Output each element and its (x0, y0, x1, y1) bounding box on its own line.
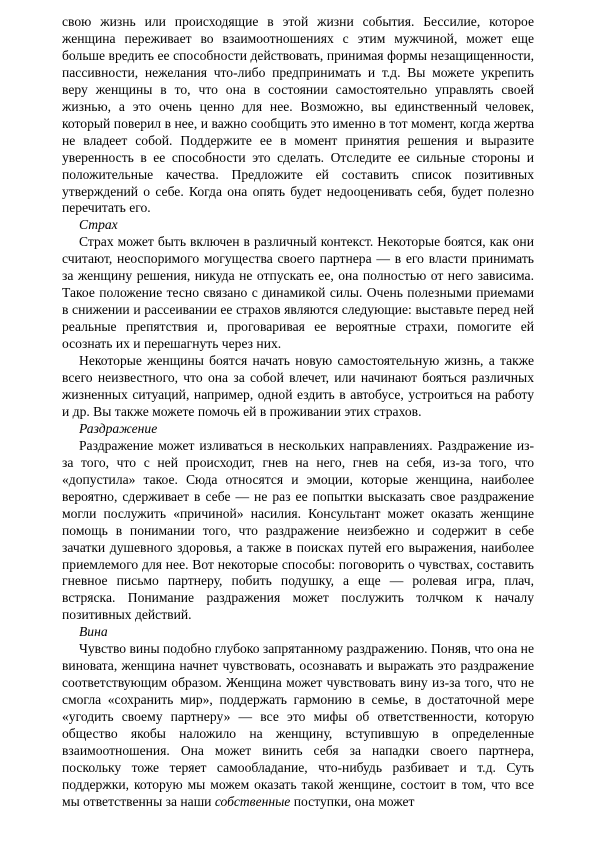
paragraph-power-continued: свою жизнь или происходящие в этой жизни события. Бессилие, которое женщина переживает во взаимоотношениях с этим мужчиной, может еще больше вредить ее способности действовать, принимая формы незащищенности, пассивности, нежелания что-либо предпринимать и т.д. Вы можете укрепить веру женщины в то, что она в состоянии самостоятельно управлять своей жизнью, а это очень ценно для нее. Возможно, вы единственный человек, который поверил в нее, и важно сообщить это именно в тот момент, когда жертва не владеет собой. Поддержите ее в момент принятия решения и выразите уверенность в ее способности это сделать. Отследите ее сильные стороны и положительные качества. Предложите ей составить список позитивных утверждений о себе. Когда она опять будет недооценивать себя, будет полезно перечитать его. (62, 14, 534, 216)
section-heading-fear: Страх (79, 217, 118, 233)
paragraph-fear-2: Некоторые женщины боятся начать новую самостоятельную жизнь, а также всего неизвестного, что она за собой влечет, или начинают бояться различных жизненных ситуаций, например, одной ездить в автобусе, устроиться на работу и др. Вы также можете помочь ей в проживании этих страхов. (62, 353, 534, 419)
paragraph-guilt (62, 641, 534, 811)
document-page (62, 14, 534, 811)
paragraph-fear-1: Страх может быть включен в различный контекст. Некоторые боятся, как они считают, неоспоримого могущества своего партнера — в его власти принимать за женщину решения, никуда не отпускать ее, она полностью от него зависима. Такое положение тесно связано с динамикой силы. Очень полезными приемами в снижении и рассеивании ее страхов являются следующие: выставьте перед ней реальные препятствия и, проговаривая ее вероятные страхи, помогите ей осознать их и перешагнуть через них. (62, 234, 534, 352)
paragraph-guilt-tail: поступки, она может (293, 793, 415, 809)
section-heading-guilt: Вина (79, 624, 108, 640)
emphasis-own: собственные (214, 793, 291, 809)
paragraph-guilt-text: Чувство вины подобно глубоко запрятанному раздражению. Поняв, что она не виновата, женщина начнет чувствовать, осознавать и выражать это раздражение соответствующим образом. Женщина может чувствовать вину из-за того, что не смогла «сохранить мир», поддержать гармонию в семье, в достаточной мере «угодить своему партнеру» — все это мифы об ответственности, которую общество якобы наложило на женщину, вступившую в определенные взаимоотношения. Она может винить себя за нападки своего партнера, поскольку тоже теряет самообладание, что-нибудь разбивает и т.д. Суть поддержки, которую мы можем оказать такой женщине, состоит в том, что все мы ответственны за наши (62, 641, 534, 809)
section-heading-irritation: Раздражение (79, 420, 158, 436)
paragraph-irritation: Раздражение может изливаться в нескольких направлениях. Раздражение из-за того, что с ней происходит, гнев на него, гнев на себя, из-за того, что «допустила» такое. Сюда относятся и эмоции, которые женщина, наиболее вероятно, сдерживает в себе — не раз ее попытки высказать свое раздражение могли послужить «причиной» насилия. Консультант может оказать женщине помощь в понимании того, что раздражение неизбежно и содержит в себе зачатки душевного здоровья, а также в поисках путей его выражения, наиболее приемлемого для нее. Вот некоторые способы: поговорить о чувствах, составить гневное письмо партнеру, побить подушку, а еще — ролевая игра, плач, встряска. Понимание раздражения может послужить толчком к началу позитивных действий. (62, 437, 534, 623)
